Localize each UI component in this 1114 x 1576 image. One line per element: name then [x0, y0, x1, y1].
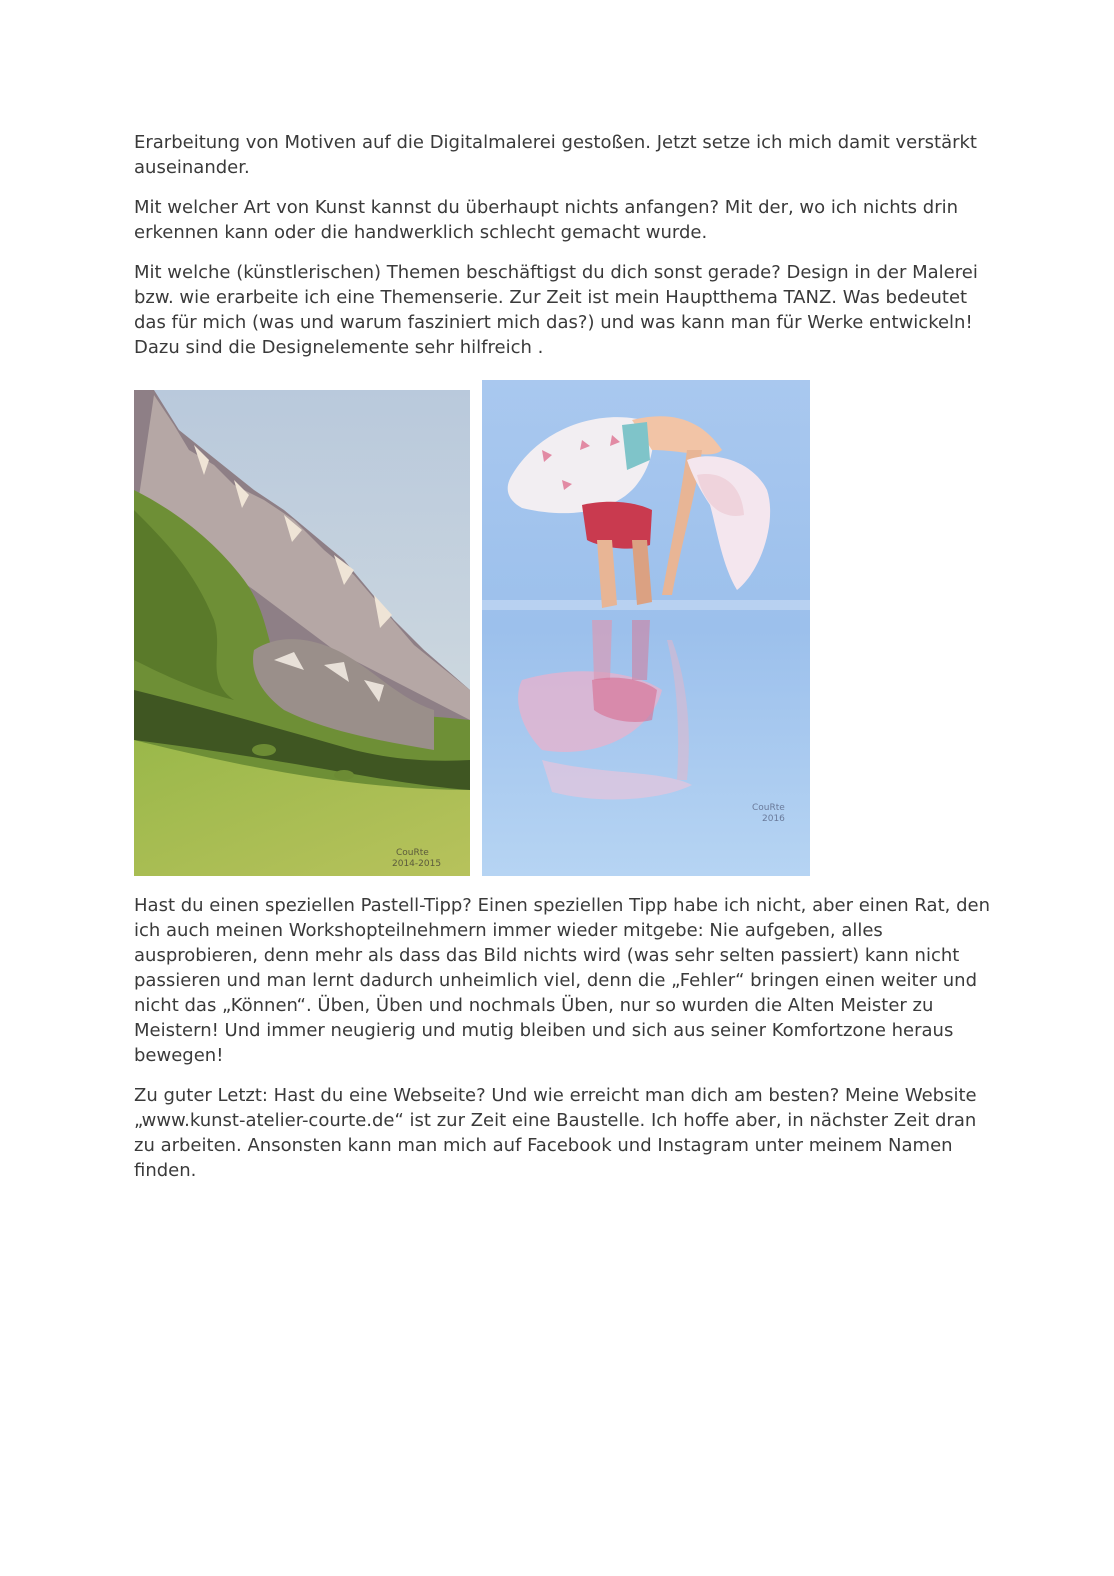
child-painting-image: [482, 380, 810, 876]
mountain-painting-image: [134, 390, 470, 876]
paragraph-pastel-tip: Hast du einen speziellen Pastell-Tipp? Einen speziellen Tipp habe ich nicht, aber einen Rat, den ich auch meinen Workshopteilnehmern immer wieder mitgebe: Nie aufgeben, alles ausprobieren, denn mehr als dass das Bild nichts wird (was sehr selten passiert) kann nicht passieren und man lernt dadurch unheimlich viel, denn die „Fehler“ bringen einen weiter und nicht das „Können“. Üben, Üben und nochmals Üben, nur so wurden die Alten Meister zu Meistern! Und immer neugierig und mutig bleiben und sich aus seiner Komfortzone heraus bewegen!: [134, 895, 990, 1066]
svg-text:CouRte: CouRte: [752, 803, 785, 813]
paragraph-website: Zu guter Letzt: Hast du eine Webseite? Und wie erreicht man dich am besten? Meine Website „www.kunst-atelier-courte.de“ ist zur Zeit eine Baustelle. Ich hoffe aber, in nächster Zeit dran zu arbeiten. Ansonsten kann man mich auf Facebook und Instagram unter meinem Namen finden.: [134, 1085, 977, 1181]
document-page: [134, 130, 994, 1183]
paintings-row: [134, 380, 994, 880]
svg-text:2016: 2016: [762, 814, 785, 824]
paragraph-digital-painting: Erarbeitung von Motiven auf die Digitalmalerei gestoßen. Jetzt setze ich mich damit verstärkt auseinander.: [134, 132, 977, 178]
paragraph-art-dislike: Mit welcher Art von Kunst kannst du überhaupt nichts anfangen? Mit der, wo ich nichts drin erkennen kann oder die handwerklich schlecht gemacht wurde.: [134, 197, 959, 243]
svg-text:2014-2015: 2014-2015: [392, 859, 442, 869]
svg-text:CouRte: CouRte: [396, 848, 429, 858]
paragraph-current-themes: Mit welche (künstlerischen) Themen beschäftigst du dich sonst gerade? Design in der Malerei bzw. wie erarbeite ich eine Themenserie. Zur Zeit ist mein Hauptthema TANZ. Was bedeutet das für mich (was und warum fasziniert mich das?) und was kann man für Werke entwickeln! Dazu sind die Designelemente sehr hilfreich .: [134, 262, 978, 358]
